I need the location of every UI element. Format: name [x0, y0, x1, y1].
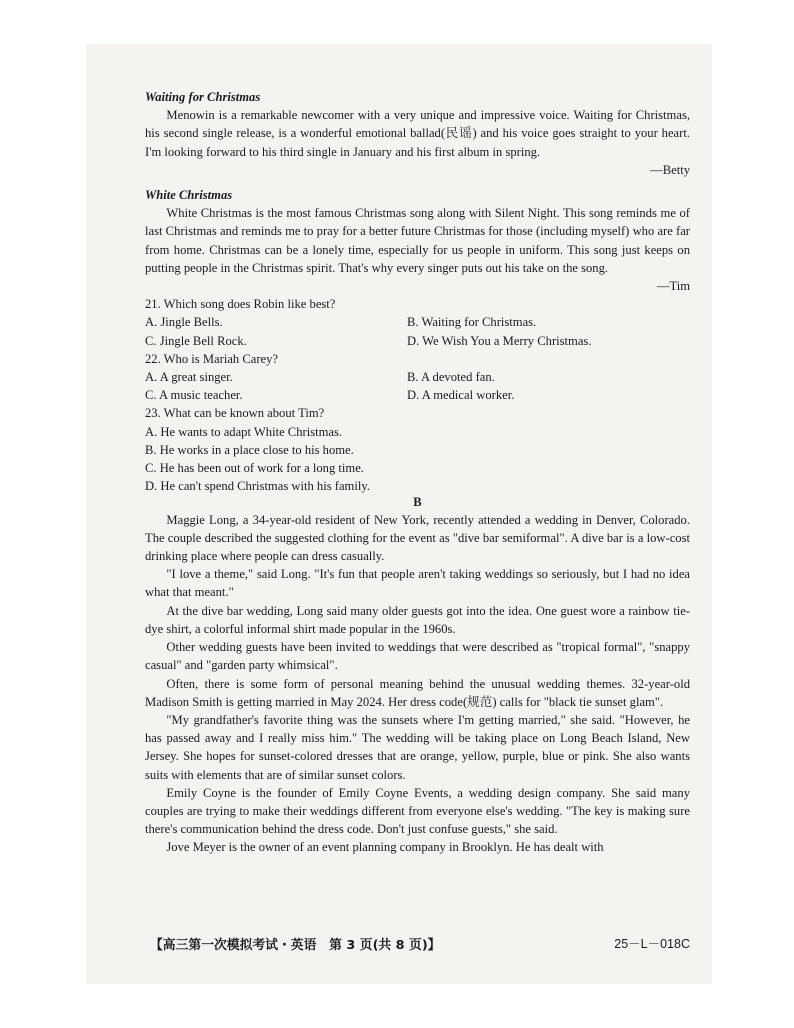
passage-paragraph: Jove Meyer is the owner of an event planning company in Brooklyn. He has dealt with [166, 840, 604, 855]
footer-title: 【高三第一次模拟考试・英语 第 3 页(共 8 页)】 [150, 938, 441, 953]
review-paragraph: Menowin is a remarkable newcomer with a very unique and impressive voice. Waiting for Christmas, his second single release, is a wonderful emotional ballad(民谣) and his voice goes straight to your heart. I'm looking forward to his third single in January and his first album in spring. [145, 108, 690, 159]
option-a[interactable]: A. Jingle Bells. [145, 315, 223, 330]
question-23 [145, 404, 690, 495]
question-22 [145, 350, 690, 405]
question-stem: 22. Who is Mariah Carey? [145, 351, 279, 366]
option-a[interactable]: A. He wants to adapt White Christmas. [145, 424, 343, 439]
passage-paragraph: Other wedding guests have been invited to weddings that were described as "tropical formal", "snappy casual" and "garden party whimsical". [145, 640, 690, 673]
reviewer-signature: —Tim [656, 279, 690, 294]
option-a[interactable]: A. A great singer. [145, 370, 233, 385]
passage-paragraph: Maggie Long, a 34-year-old resident of New York, recently attended a wedding in Denver, Colorado. The couple described the suggested clothing for the event as "dive bar semiformal". A dive bar is a low-cost drinking place where people can dress casually. [145, 512, 690, 564]
question-stem: 21. Which song does Robin like best? [145, 297, 336, 312]
song-title-waiting-for-christmas: Waiting for Christmas [145, 90, 261, 104]
page-footer [150, 934, 690, 953]
passage-paragraph: "My grandfather's favorite thing was the sunsets where I'm getting married," she said. "However, he has passed away and I really miss him." The wedding will be taking place on Long Beach Island, New Jersey. She hopes for sunset-colored dresses that are orange, yellow, purple, blue or pink. She also wants suits with elements that are of similar sunset colors. [145, 712, 690, 782]
song-title-white-christmas: White Christmas [145, 188, 233, 203]
option-b[interactable]: B. Waiting for Christmas. [407, 315, 537, 330]
review-paragraph: White Christmas is the most famous Christmas song along with Silent Night. This song reminds me of last Christmas and reminds me to pray for a better future Christmas for those (including myself) who are far from home. Christmas can be a lonely time, especially for us people in uniform. This song just keeps on putting people in the Christmas spirit. That's why every singer puts out his take on the song. [145, 206, 690, 275]
footer-code: 25－L－018C [614, 937, 690, 951]
question-21 [145, 295, 690, 350]
section-label-b: B [413, 495, 422, 510]
question-stem: 23. What can be known about Tim? [145, 406, 325, 421]
option-d[interactable]: D. We Wish You a Merry Christmas. [407, 333, 592, 348]
passage-paragraph: At the dive bar wedding, Long said many older guests got into the idea. One guest wore a rainbow tie-dye shirt, a colorful informal shirt made popular in the 1960s. [145, 603, 690, 636]
passage-paragraph: Often, there is some form of personal meaning behind the unusual wedding themes. 32-year-old Madison Smith is getting married in May 2024. Her dress code(规范) calls for "black tie sunset glam". [145, 676, 690, 709]
option-d[interactable]: D. He can't spend Christmas with his family. [145, 479, 370, 494]
page-content [145, 88, 690, 857]
passage-paragraph: Emily Coyne is the founder of Emily Coyne Events, a wedding design company. She said many couples are trying to make their weddings different from everyone else's wedding. "The key is making sure there's communication behind the dress code. Don't just confuse guests," she said. [145, 785, 690, 837]
option-d[interactable]: D. A medical worker. [407, 388, 515, 403]
option-b[interactable]: B. He works in a place close to his home. [145, 442, 354, 457]
option-c[interactable]: C. Jingle Bell Rock. [145, 333, 247, 348]
option-b[interactable]: B. A devoted fan. [407, 370, 495, 385]
reviewer-signature: —Betty [650, 162, 690, 177]
option-c[interactable]: C. A music teacher. [145, 388, 243, 403]
passage-paragraph: "I love a theme," said Long. "It's fun that people aren't taking weddings so seriously, but I had no idea what that meant." [145, 567, 690, 600]
option-c[interactable]: C. He has been out of work for a long time. [145, 461, 364, 476]
